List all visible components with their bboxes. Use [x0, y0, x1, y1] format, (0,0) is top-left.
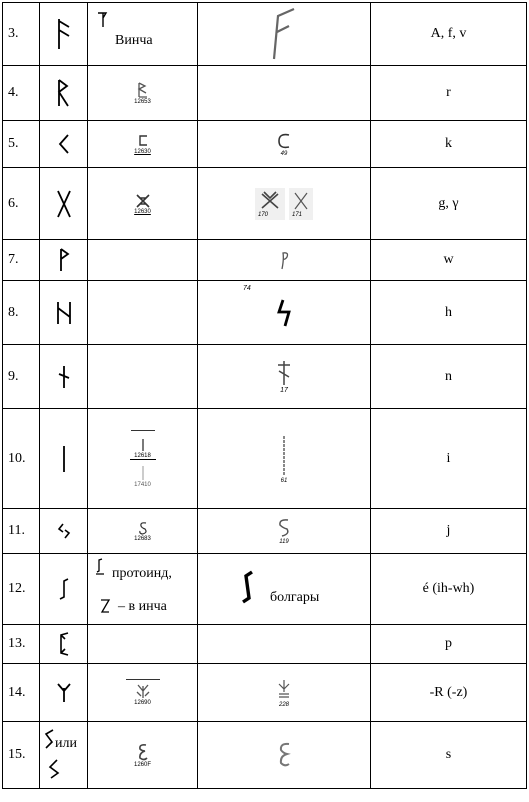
- rune-sowilo-icon: [42, 728, 56, 750]
- vinca-sign: [88, 121, 198, 168]
- script-sign: [198, 281, 371, 345]
- script-glyph-icon: [238, 570, 258, 604]
- vinca-note: Винча: [115, 33, 153, 48]
- script-sign: [198, 664, 371, 722]
- vinca-code-2: 17410: [134, 481, 151, 488]
- rune-fehu: [40, 3, 88, 66]
- vinca-glyph-icon: [134, 682, 152, 700]
- vinca-note: протоинд,: [112, 566, 172, 581]
- sound-value: -R (-z): [371, 664, 527, 722]
- sound-value: s: [371, 722, 527, 789]
- vinca-sign: [88, 722, 198, 789]
- rune-jera-icon: [56, 522, 72, 540]
- sound-value: g, γ: [371, 168, 527, 240]
- rune-sowilo: [40, 722, 88, 789]
- sound-value: j: [371, 509, 527, 554]
- table-row: [3, 722, 527, 789]
- script-code: 119: [279, 539, 289, 545]
- vinca-glyph-2-icon: [138, 464, 148, 482]
- row-number: 6.: [3, 168, 40, 240]
- script-code: 228: [278, 701, 289, 708]
- vinca-glyph-icon: [135, 81, 151, 99]
- vinca-sign: [88, 281, 198, 345]
- sound-value: n: [371, 345, 527, 409]
- script-note: болгары: [270, 590, 320, 605]
- script-sign: [198, 66, 371, 121]
- vinca-note-2: – в инча: [118, 599, 167, 614]
- script-sign: [198, 3, 371, 66]
- vinca-code: 12630: [134, 208, 151, 215]
- rune-gebo-icon: [55, 189, 73, 219]
- rune-perth-icon: [56, 631, 72, 657]
- script-glyph-icon: [275, 298, 293, 328]
- script-sign: [198, 121, 371, 168]
- vinca-sign: [88, 66, 198, 121]
- table-row: [3, 66, 527, 121]
- rune-eihwaz-icon: [57, 577, 71, 601]
- script-code: 17: [280, 387, 288, 394]
- table-row: [3, 168, 527, 240]
- script-sign: [198, 409, 371, 509]
- script-glyph-icon: [275, 517, 293, 539]
- rune-wunjo: [40, 240, 88, 281]
- rune-perth: [40, 625, 88, 664]
- vinca-glyph-icon: [135, 133, 151, 149]
- table-row: [3, 664, 527, 722]
- row-number: 5.: [3, 121, 40, 168]
- script-sign: [198, 509, 371, 554]
- sound-value: r: [371, 66, 527, 121]
- row-number: 7.: [3, 240, 40, 281]
- vinca-glyph-2-icon: [99, 598, 111, 614]
- vinca-code: 12653: [134, 99, 151, 105]
- script-sign: [198, 722, 371, 789]
- vinca-sign: [88, 345, 198, 409]
- vinca-code: 1260F: [133, 762, 151, 768]
- table-row: [3, 625, 527, 664]
- vinca-glyph-icon: [94, 557, 106, 577]
- rune-eihwaz: [40, 554, 88, 625]
- rune-raido-icon: [54, 78, 74, 108]
- sound-value: k: [371, 121, 527, 168]
- script-glyph-icon: [274, 740, 294, 770]
- sound-value: A, f, v: [371, 3, 527, 66]
- row-number: 4.: [3, 66, 40, 121]
- row-number: 14.: [3, 664, 40, 722]
- rune-kaun: [40, 121, 88, 168]
- table-row: [3, 281, 527, 345]
- vinca-code: 12618: [130, 453, 156, 460]
- rune-kaun-icon: [56, 133, 72, 155]
- script-sign: [198, 625, 371, 664]
- vinca-code: 12630: [134, 149, 151, 155]
- script-glyph-icon: [275, 359, 293, 387]
- sound-value: w: [371, 240, 527, 281]
- sound-value: é (ih-wh): [371, 554, 527, 625]
- script-sign: [198, 168, 371, 240]
- script-sign: [198, 240, 371, 281]
- script-glyph-icon: [275, 131, 293, 151]
- rune-raido: [40, 66, 88, 121]
- table-row: [3, 3, 527, 66]
- rune-gebo: [40, 168, 88, 240]
- vinca-code: 12683: [134, 536, 151, 542]
- vinca-sign: [88, 554, 198, 625]
- sound-value: h: [371, 281, 527, 345]
- vinca-glyph-icon: [138, 437, 148, 453]
- rune-table: [2, 2, 527, 789]
- rune-naudiz: [40, 345, 88, 409]
- rune-hagalaz: [40, 281, 88, 345]
- rune-algiz-icon: [55, 682, 73, 704]
- rune-algiz: [40, 664, 88, 722]
- rune-wunjo-icon: [56, 247, 72, 273]
- table-row: [3, 409, 527, 509]
- row-number: 11.: [3, 509, 40, 554]
- rune-note: или: [55, 736, 77, 751]
- vinca-sign: [88, 240, 198, 281]
- vinca-sign: [88, 409, 198, 509]
- vinca-sign: [88, 168, 198, 240]
- rune-jera: [40, 509, 88, 554]
- script-glyph-2-icon: [292, 190, 310, 212]
- script-glyph-icon: [275, 249, 293, 271]
- script-glyph-icon: [264, 4, 304, 64]
- rune-fehu-icon: [54, 17, 74, 51]
- script-sign: [198, 345, 371, 409]
- script-glyph-icon: [275, 678, 293, 702]
- script-sign: [198, 554, 371, 625]
- vinca-code: 12690: [134, 700, 151, 706]
- rune-isa-icon: [59, 444, 69, 474]
- row-number: 12.: [3, 554, 40, 625]
- rune-hagalaz-icon: [55, 300, 73, 326]
- rune-naudiz-icon: [56, 364, 72, 390]
- vinca-glyph-icon: [94, 9, 114, 31]
- vinca-sign: [88, 3, 198, 66]
- row-number: 3.: [3, 3, 40, 66]
- table-row: [3, 345, 527, 409]
- script-code: 49: [280, 151, 288, 157]
- table-row: [3, 121, 527, 168]
- sound-value: i: [371, 409, 527, 509]
- script-glyph-icon: [258, 190, 282, 212]
- script-code: 170: [258, 211, 269, 218]
- table-row: [3, 509, 527, 554]
- row-number: 9.: [3, 345, 40, 409]
- vinca-glyph-icon: [135, 193, 151, 209]
- rune-sowilo-2-icon: [47, 758, 61, 780]
- rune-isa: [40, 409, 88, 509]
- script-code: 61: [280, 477, 288, 484]
- row-number: 10.: [3, 409, 40, 509]
- vinca-sign: [88, 509, 198, 554]
- script-code-2: 171: [292, 211, 303, 218]
- table-row: [3, 240, 527, 281]
- row-number: 15.: [3, 722, 40, 789]
- script-code: 74: [243, 285, 251, 292]
- table-row: [3, 554, 527, 625]
- vinca-glyph-icon: [136, 742, 150, 762]
- script-glyph-icon: [279, 434, 289, 478]
- row-number: 8.: [3, 281, 40, 345]
- vinca-sign: [88, 664, 198, 722]
- sound-value: p: [371, 625, 527, 664]
- vinca-sign: [88, 625, 198, 664]
- vinca-glyph-icon: [137, 520, 149, 536]
- row-number: 13.: [3, 625, 40, 664]
